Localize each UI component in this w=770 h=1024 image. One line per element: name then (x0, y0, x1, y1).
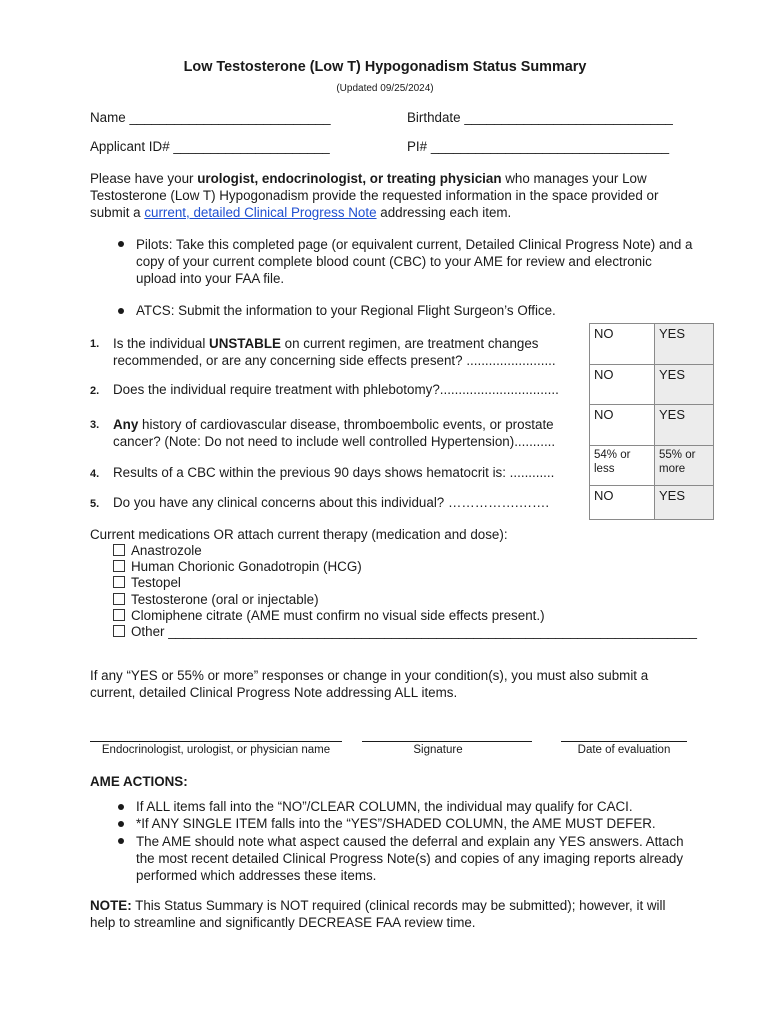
answer-no-5[interactable]: NO (590, 486, 655, 520)
ame-action-1: If ALL items fall into the “NO”/CLEAR COLUMN, the individual may qualify for CACI. (136, 799, 633, 814)
question-4: Results of a CBC within the previous 90 days shows hematocrit is: ............ (113, 465, 555, 480)
question-number: 4. (90, 468, 100, 480)
medications-list (113, 543, 697, 640)
physician-name-label: Endocrinologist, urologist, or physician name (101, 744, 331, 756)
date-line[interactable] (561, 741, 687, 742)
checkbox-icon[interactable] (113, 625, 125, 637)
bullet-icon (118, 821, 124, 827)
question-number: 3. (90, 419, 100, 431)
notice-paragraph: If any “YES or 55% or more” responses or change in your condition(s), you must also submit a current, detailed Clinical Progress Note addressing ALL items. (90, 668, 649, 700)
question-3: Any history of cardiovascular disease, thromboembolic events, or prostate cancer? (Note: Do not need to include well controlled Hypertension)........... (113, 417, 556, 449)
medications-heading: Current medications OR attach current therapy (medication and dose): (90, 527, 508, 542)
bullet-icon (118, 308, 124, 314)
answer-no-1[interactable]: NO (590, 324, 655, 365)
pilots-instructions: Pilots: Take this completed page (or equivalent current, Detailed Clinical Progress Note) and a copy of your current complete blood count (CBC) to your AME for review and electronic upload into your FAA file. (136, 237, 693, 286)
page-title: Low Testosterone (Low T) Hypogonadism Status Summary (183, 59, 587, 75)
question-2: Does the individual require treatment with phlebotomy?................................ (113, 382, 559, 397)
applicant-id-field[interactable]: Applicant ID# _____________________ (90, 139, 330, 154)
atcs-instructions: ATCS: Submit the information to your Regional Flight Surgeon’s Office. (136, 303, 556, 318)
medication-item[interactable]: Testopel (113, 575, 697, 591)
progress-note-link[interactable]: current, detailed Clinical Progress Note (144, 205, 377, 220)
ame-heading: AME ACTIONS: (90, 774, 188, 789)
answer-no-4[interactable]: 54% or less (590, 446, 655, 486)
checkbox-icon[interactable] (113, 609, 125, 621)
question-1: Is the individual UNSTABLE on current regimen, are treatment changes recommended, or are any concerning side effects present? ........................ (113, 336, 556, 368)
medication-item[interactable]: Other _______________________________________________________________________ (113, 624, 697, 640)
checkbox-icon[interactable] (113, 593, 125, 605)
question-5: Do you have any clinical concerns about this individual? …………….……. (113, 495, 550, 510)
checkbox-icon[interactable] (113, 544, 125, 556)
answer-yes-4[interactable]: 55% or more (655, 446, 714, 486)
medication-item[interactable]: Testosterone (oral or injectable) (113, 592, 697, 608)
note-paragraph: NOTE: This Status Summary is NOT required (clinical records may be submitted); however, it will help to streamline and significantly DECREASE FAA review time. (90, 898, 666, 930)
physician-signature-line[interactable] (90, 741, 342, 742)
answer-no-3[interactable]: NO (590, 405, 655, 446)
answer-yes-2[interactable]: YES (655, 365, 714, 405)
ame-action-2: *If ANY SINGLE ITEM falls into the “YES”/SHADED COLUMN, the AME MUST DEFER. (136, 816, 656, 831)
answer-yes-3[interactable]: YES (655, 405, 714, 446)
name-field[interactable]: Name ___________________________ (90, 110, 331, 125)
medication-item[interactable]: Clomiphene citrate (AME must confirm no visual side effects present.) (113, 608, 697, 624)
intro-paragraph: Please have your urologist, endocrinologist, or treating physician who manages your Low Testosterone (Low T) Hypogonadism provide the requested information in the space provided or submit a current, detailed Clinical Progress Note addressing each item. (90, 171, 659, 220)
updated-date: (Updated 09/25/2024) (336, 83, 434, 94)
checkbox-icon[interactable] (113, 560, 125, 572)
answer-no-2[interactable]: NO (590, 365, 655, 405)
question-number: 1. (90, 338, 100, 350)
question-number: 2. (90, 385, 100, 397)
birthdate-field[interactable]: Birthdate ____________________________ (407, 110, 673, 125)
answer-yes-1[interactable]: YES (655, 324, 714, 365)
bullet-icon (118, 804, 124, 810)
answer-grid (589, 323, 714, 520)
bullet-icon (118, 838, 124, 844)
signature-line[interactable] (362, 741, 532, 742)
ame-action-3: The AME should note what aspect caused the deferral and explain any YES answers. Attach the most recent detailed Clinical Progress Note(s) and copies of any imaging reports already performed which addresses these items. (136, 834, 684, 883)
question-number: 5. (90, 498, 100, 510)
medication-item[interactable]: Anastrozole (113, 543, 697, 559)
answer-yes-5[interactable]: YES (655, 486, 714, 520)
date-label: Date of evaluation (577, 744, 671, 756)
checkbox-icon[interactable] (113, 576, 125, 588)
medication-item[interactable]: Human Chorionic Gonadotropin (HCG) (113, 559, 697, 575)
pi-field[interactable]: PI# ________________________________ (407, 139, 670, 154)
bullet-icon (118, 241, 124, 247)
signature-label: Signature (413, 744, 463, 756)
